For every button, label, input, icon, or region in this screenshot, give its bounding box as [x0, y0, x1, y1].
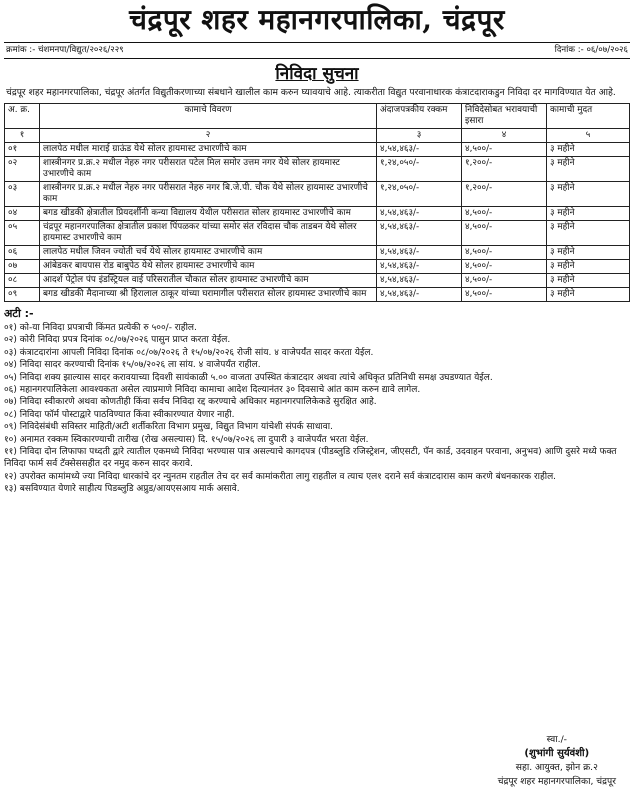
- row-serial: ०७: [5, 259, 40, 273]
- row-estimate: ४,५४,४६३/-: [377, 142, 462, 156]
- row-serial: ०६: [5, 245, 40, 259]
- column-number: ५: [547, 128, 630, 142]
- column-number: १: [5, 128, 40, 142]
- signatory-name: (शुभांगी सुर्यवंशी): [524, 747, 590, 759]
- row-estimate: ४,५४,४६३/-: [377, 287, 462, 301]
- row-emd: ४,५००/-: [462, 142, 547, 156]
- row-serial: ०८: [5, 273, 40, 287]
- conditions-heading: अटी :-: [4, 306, 34, 320]
- table-row: [5, 273, 630, 287]
- condition-item: ०६) महानगरपालिकेला आवश्यकता असेल त्याप्रमाणे निविदा कामाचा आदेश दिल्यानंतर ३० दिवसाचे आंत काम करुन द्यावे लागेल.: [4, 384, 421, 395]
- conditions-section: [4, 306, 630, 496]
- row-estimate: ४,५४,४६३/-: [377, 206, 462, 220]
- table-row: [5, 220, 630, 245]
- table-row: [5, 142, 630, 156]
- row-duration: ३ महीने: [547, 245, 630, 259]
- row-description: बगड खीडकी मैदानाच्या श्री हिरालाल ठाकूर यांच्या घरामागील परीसरात सोलर हायमास्ट उभारणीचे काम: [40, 287, 377, 301]
- column-number: ४: [462, 128, 547, 142]
- signatory-designation: सहा. आयुक्त, झोन क्र.२: [515, 762, 598, 774]
- row-estimate: ४,५४,४६३/-: [377, 220, 462, 245]
- row-estimate: ४,५४,४६३/-: [377, 245, 462, 259]
- table-header-row: [5, 103, 630, 128]
- row-estimate: १,२४,०५०/-: [377, 181, 462, 206]
- notice-title: निविदा सुचना: [275, 63, 359, 84]
- header-duration: कामाची मुदत: [547, 103, 630, 128]
- condition-item: ०३) कंत्राटदारांना आपली निविदा दिनांक ०८/०७/२०२६ ते १५/०७/२०२६ रोजी सांय. ४ वाजेपर्यंत सादर करता येईल.: [4, 347, 374, 358]
- reference-row: [4, 42, 630, 59]
- row-duration: ३ महीने: [547, 156, 630, 181]
- condition-item: ०७) निविदा स्वीकारणे अथवा कोणतीही किंवा सर्वच निविदा रद्द करण्याचे अधिकार महानगरपालिकेकडे सुरक्षित आहे.: [4, 397, 377, 408]
- reference-number: क्रमांक :- चंशमनपा/विद्युत/२०२६/२२९: [6, 45, 124, 55]
- condition-item: ०५) निविदा शक्य झाल्यास सादर करावयाच्या दिवशी सायंकाळी ५.०० वाजता उपस्थित कंत्राटदार अथवा त्यांचे अधिकृत प्रतिनिधी समक्ष उघडण्यात येईल.: [4, 372, 493, 383]
- row-estimate: ४,५४,४६३/-: [377, 273, 462, 287]
- table-row: [5, 156, 630, 181]
- row-duration: ३ महीने: [547, 259, 630, 273]
- row-estimate: १,२४,०५०/-: [377, 156, 462, 181]
- condition-item: ०१) को-या निविदा प्रपत्राची किंमत प्रत्येकी रु ५००/- राहील.: [4, 322, 197, 333]
- condition-item: १३) बसविण्यात येणारे साहीत्य पिडब्लुडि अप्रुड/आयएसआय मार्क असावे.: [4, 484, 240, 495]
- header-emd: निविदेसोबत भरावयाची इसारा: [462, 103, 547, 128]
- notice-intro: चंद्रपूर शहर महानगरपालिका, चंद्रपूर अंतर्गत विद्युतीकरणाच्या संबधाने खालील काम करुन घ्यावयाचे आहे. त्याकरीता विद्युत परवानाधारक कंत्राटदाराकडुन निविदा दर मागविण्यात येत आहे.: [6, 86, 616, 98]
- row-description: लालपेठ मधील माराई ग्राऊंड येथे सोलर हायमास्ट उभारणीचे काम: [40, 142, 377, 156]
- row-emd: ४,५००/-: [462, 206, 547, 220]
- header-serial: अ. क्र.: [5, 103, 40, 128]
- works-table: [4, 103, 630, 302]
- corporation-title: चंद्रपूर शहर महानगरपालिका, चंद्रपूर: [129, 3, 505, 36]
- row-duration: ३ महीने: [547, 220, 630, 245]
- notice-heading-wrap: [4, 64, 630, 85]
- row-serial: ०१: [5, 142, 40, 156]
- row-emd: ४,५००/-: [462, 245, 547, 259]
- row-description: शास्त्रीनगर प्र.क्र.२ मधील नेहरु नगर परीसरात नेहरु नगर बि.जे.पी. चौक येथे सोलर हायमास्ट उभारणीचे काम: [40, 181, 377, 206]
- signature-mark: स्वा./-: [546, 734, 568, 746]
- notice-date: दिनांक :- ०६/०७/२०२६: [554, 45, 628, 55]
- header-estimate: अंदाजपत्रकीय रक्कम: [377, 103, 462, 128]
- column-number: ३: [377, 128, 462, 142]
- row-serial: ०४: [5, 206, 40, 220]
- row-description: लालपेठ मधील जिवन ज्योती चर्च येथे सोलर हायमास्ट उभारणीचे काम: [40, 245, 377, 259]
- row-emd: ४,५००/-: [462, 287, 547, 301]
- table-row: [5, 287, 630, 301]
- row-serial: ०२: [5, 156, 40, 181]
- condition-item: १०) अनामत रक्कम स्विकारण्याची तारीख (रोख असल्यास) दि. १५/०७/२०२६ ला दुपारी ३ वाजेपर्यंत भरता येईल.: [4, 434, 369, 445]
- condition-item: ०९) निविदेसंबंधी सविस्तर माहिती/अटी शर्तीकरिता विभाग प्रमुख, विद्युत विभाग यांचेशी संपर्क साधावा.: [4, 422, 333, 433]
- row-duration: ३ महीने: [547, 287, 630, 301]
- column-number: २: [40, 128, 377, 142]
- condition-item: १२) उपरोक्त कामांमध्ये ज्या निविदा धारकांचे दर न्युनतम राहतील तेच दर सर्व कामांकरीता लागु राहतील व त्याच एल१ दराने सर्व कंत्राटदारास काम करणे बंधनकारक राहील.: [4, 471, 557, 482]
- table-row: [5, 181, 630, 206]
- header-description: कामाचे विवरण: [40, 103, 377, 128]
- row-duration: ३ महीने: [547, 273, 630, 287]
- row-description: आदर्श पेट्रोल पंप इंडस्ट्रियल वाई परिसरातील चौकात सोलर हायमास्ट उभारणीचे काम: [40, 273, 377, 287]
- table-row: [5, 206, 630, 220]
- condition-item: ०८) निविदा फॉर्म पोस्टाद्वारे पाठविण्यात किंवा स्वीकारण्यात येणार नाही.: [4, 409, 235, 420]
- table-row: [5, 259, 630, 273]
- signature-block: [498, 733, 616, 788]
- row-description: चंद्रपूर महानगरपालिका क्षेत्रातील प्रकाश पिंपळकर यांच्या समोर संत रविदास चौक ताडबन येथे सोलर हायमास्ट उभारणीचे काम: [40, 220, 377, 245]
- row-duration: ३ महीने: [547, 181, 630, 206]
- row-description: बगड खीडकी क्षेत्रातील प्रियदर्शीनी कन्या विद्यालय येथील परीसरात सोलर हायमास्ट उभारणीचे काम: [40, 206, 377, 220]
- row-emd: ४,५००/-: [462, 273, 547, 287]
- row-description: शास्त्रीनगर प्र.क्र.२ मधील नेहरु नगर परीसरात पटेल मिल समोर उत्तम नगर येथे सोलर हायमास्ट उभारणीचे काम: [40, 156, 377, 181]
- row-duration: ३ महीने: [547, 206, 630, 220]
- row-serial: ०३: [5, 181, 40, 206]
- row-estimate: ४,५४,४६३/-: [377, 259, 462, 273]
- row-emd: १,२००/-: [462, 156, 547, 181]
- row-emd: ४,५००/-: [462, 259, 547, 273]
- column-number-row: [5, 128, 630, 142]
- signatory-organization: चंद्रपूर शहर महानगरपालिका, चंद्रपूर: [497, 775, 616, 787]
- condition-item: ११) निविदा दोन लिफाफा पध्दती द्वारे त्यातील एकमध्ये निविदा भरण्यास पात्र असल्याचे कागदपत्र (पीडब्लुडि रजिस्ट्रेशन, जीएसटी, पॅन कार्ड, उदवाहन परवाना, अनुभव) आणि दुसरे मध्ये फक्त निविदा फार्म सर्व टॅक्सेससहीत दर नमुद करुन सादर करावे.: [4, 446, 617, 470]
- tender-notice-page: [0, 2, 634, 794]
- row-serial: ०९: [5, 287, 40, 301]
- condition-item: ०४) निविदा सादर करण्याची दिनांक १५/०७/२०२६ ला सांय. ४ वाजेपर्यंत राहील.: [4, 360, 261, 371]
- table-row: [5, 245, 630, 259]
- condition-item: ०२) कोरी निविदा प्रपत्र दिनांक ०८/०७/२०२६ पासुन प्राप्त करता येईल.: [4, 335, 231, 346]
- row-emd: ४,५००/-: [462, 220, 547, 245]
- row-emd: १,२००/-: [462, 181, 547, 206]
- row-serial: ०५: [5, 220, 40, 245]
- row-duration: ३ महीने: [547, 142, 630, 156]
- row-description: आंबेडकर बायपास रोड बाबुपेठ येथे सोलर हायमास्ट उभारणीचे काम: [40, 259, 377, 273]
